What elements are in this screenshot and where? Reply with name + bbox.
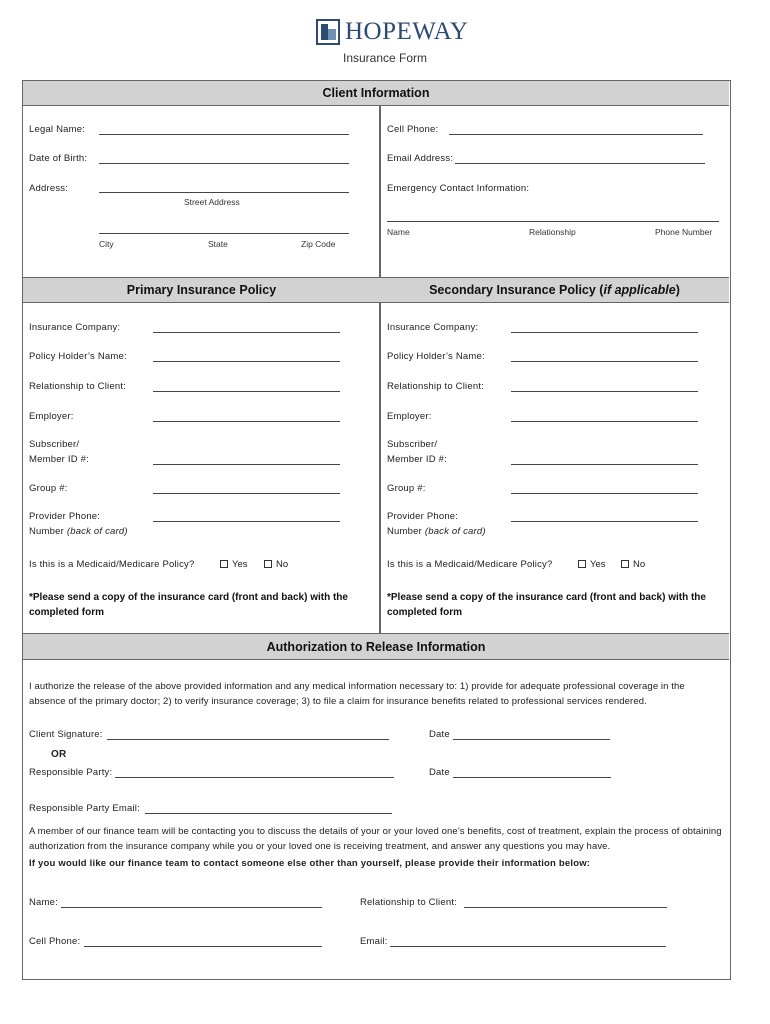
- date-1-field[interactable]: [453, 739, 610, 740]
- primary-back-of-card-note: (back of card): [66, 526, 128, 537]
- contact-note: If you would like our finance team to contact someone else other than yourself, please provide their information below:: [29, 858, 591, 869]
- city-state-zip-field[interactable]: [99, 233, 349, 234]
- primary-medicaid-question: Is this is a Medicaid/Medicare Policy?: [29, 559, 195, 570]
- secondary-employer-label: Employer:: [387, 411, 432, 422]
- authorization-heading-text: Authorization to Release Information: [266, 639, 486, 654]
- primary-relationship-field[interactable]: [153, 391, 340, 392]
- emergency-contact-field[interactable]: [387, 221, 719, 222]
- primary-card-note: *Please send a copy of the insurance card (front and back) with the completed form: [29, 592, 348, 618]
- primary-relationship-label: Relationship to Client:: [29, 381, 127, 392]
- page-header: [0, 16, 770, 68]
- primary-provider-label: Provider Phone:: [29, 511, 101, 522]
- contact-cell-phone-field[interactable]: [84, 946, 322, 947]
- street-address-caption: Street Address: [184, 197, 240, 207]
- legal-name-label: Legal Name:: [29, 124, 86, 135]
- contact-email-field[interactable]: [390, 946, 666, 947]
- secondary-provider-number-label: [387, 526, 486, 537]
- client-info-heading-text: Client Information: [322, 86, 430, 100]
- client-signature-label: Client Signature:: [29, 729, 103, 740]
- secondary-holder-label: Policy Holder’s Name:: [387, 351, 485, 362]
- secondary-holder-field[interactable]: [511, 361, 698, 362]
- primary-no-label: No: [276, 559, 289, 570]
- secondary-medicaid-question: Is this is a Medicaid/Medicare Policy?: [387, 559, 553, 570]
- state-caption: State: [208, 239, 228, 249]
- insurance-form: [22, 80, 731, 980]
- secondary-number-text: Number: [387, 526, 422, 537]
- secondary-insurance-heading: [380, 277, 729, 303]
- ec-phone-caption: Phone Number: [655, 227, 713, 237]
- finance-team-text: A member of our finance team will be contacting you to discuss the details of your or your loved one’s benefits, cost of treatment, explain the process of obtaining authorization from the insurance company while you or your loved one is receiving treatment, and answer any questions you may have.: [29, 826, 722, 852]
- secondary-group-label: Group #:: [387, 483, 426, 494]
- cell-phone-field[interactable]: [449, 134, 703, 135]
- contact-cell-phone-label: Cell Phone:: [29, 936, 81, 947]
- secondary-back-of-card-note: (back of card): [424, 526, 486, 537]
- legal-name-field[interactable]: [99, 134, 349, 135]
- responsible-email-field[interactable]: [145, 813, 392, 814]
- contact-relationship-field[interactable]: [464, 907, 667, 908]
- secondary-company-field[interactable]: [511, 332, 698, 333]
- hopeway-logo-icon: [316, 19, 340, 45]
- city-caption: City: [99, 239, 114, 249]
- primary-employer-field[interactable]: [153, 421, 340, 422]
- contact-name-field[interactable]: [61, 907, 322, 908]
- address-label: Address:: [29, 183, 69, 194]
- secondary-heading-emphasis: if applicable: [603, 283, 676, 297]
- primary-insurance-heading-text: Primary Insurance Policy: [126, 283, 277, 297]
- client-signature-field[interactable]: [107, 739, 389, 740]
- primary-holder-label: Policy Holder’s Name:: [29, 351, 127, 362]
- cell-phone-label: Cell Phone:: [387, 124, 439, 135]
- primary-number-text: Number: [29, 526, 64, 537]
- secondary-card-note: *Please send a copy of the insurance card (front and back) with the completed form: [387, 592, 706, 618]
- insurance-divider: [379, 303, 381, 633]
- zip-caption: Zip Code: [301, 239, 336, 249]
- secondary-heading-end: ): [675, 283, 680, 297]
- responsible-email-label: Responsible Party Email:: [29, 803, 140, 814]
- secondary-member-id-label: Member ID #:: [387, 454, 447, 465]
- primary-insurance-heading: [23, 277, 380, 303]
- primary-company-label: Insurance Company:: [29, 322, 121, 333]
- primary-provider-number-label: [29, 526, 128, 537]
- client-divider: [379, 106, 381, 277]
- primary-yes-option[interactable]: [220, 559, 248, 570]
- dob-field[interactable]: [99, 163, 349, 164]
- date-2-field[interactable]: [453, 777, 611, 778]
- hopeway-logo: [316, 18, 468, 46]
- secondary-employer-field[interactable]: [511, 421, 698, 422]
- secondary-no-checkbox[interactable]: [621, 560, 629, 568]
- primary-subscriber-label: Subscriber/: [29, 439, 80, 450]
- primary-no-option[interactable]: [264, 559, 288, 570]
- primary-yes-label: Yes: [232, 559, 248, 570]
- form-title: Insurance Form: [342, 51, 428, 65]
- secondary-relationship-label: Relationship to Client:: [387, 381, 485, 392]
- primary-provider-field[interactable]: [153, 521, 340, 522]
- primary-no-checkbox[interactable]: [264, 560, 272, 568]
- emergency-contact-label: Emergency Contact Information:: [387, 183, 530, 194]
- primary-group-field[interactable]: [153, 493, 340, 494]
- email-field[interactable]: [455, 163, 705, 164]
- primary-member-id-label: Member ID #:: [29, 454, 89, 465]
- responsible-party-label: Responsible Party:: [29, 767, 113, 778]
- authorization-heading: [23, 633, 729, 660]
- secondary-no-option[interactable]: [621, 559, 645, 570]
- secondary-provider-label: Provider Phone:: [387, 511, 459, 522]
- primary-yes-checkbox[interactable]: [220, 560, 228, 568]
- responsible-party-field[interactable]: [115, 777, 394, 778]
- authorization-statement: I authorize the release of the above provided information and any medical information necessary to: 1) provide for adequate professional coverage in the absence of the primary doctor; 2) to verify insurance coverage; 3) to file a claim for insurance benefits related to professional services rendered.: [29, 681, 685, 707]
- primary-member-id-field[interactable]: [153, 464, 340, 465]
- secondary-no-label: No: [633, 559, 646, 570]
- primary-company-field[interactable]: [153, 332, 340, 333]
- primary-group-label: Group #:: [29, 483, 68, 494]
- primary-holder-field[interactable]: [153, 361, 340, 362]
- contact-name-label: Name:: [29, 897, 58, 908]
- secondary-company-label: Insurance Company:: [387, 322, 479, 333]
- or-label: OR: [51, 749, 67, 760]
- secondary-yes-checkbox[interactable]: [578, 560, 586, 568]
- secondary-heading-text: Secondary Insurance Policy (: [429, 283, 604, 297]
- logo-text: HOPEWAY: [345, 18, 469, 45]
- client-info-heading: [23, 81, 729, 106]
- secondary-group-field[interactable]: [511, 493, 698, 494]
- email-label: Email Address:: [387, 153, 454, 164]
- secondary-relationship-field[interactable]: [511, 391, 698, 392]
- date-1-label: Date: [429, 729, 450, 740]
- secondary-member-id-field[interactable]: [511, 464, 698, 465]
- date-2-label: Date: [429, 767, 450, 778]
- contact-relationship-label: Relationship to Client:: [360, 897, 458, 908]
- primary-employer-label: Employer:: [29, 411, 74, 422]
- secondary-subscriber-label: Subscriber/: [387, 439, 438, 450]
- secondary-yes-option[interactable]: [578, 559, 606, 570]
- secondary-provider-field[interactable]: [511, 521, 698, 522]
- dob-label: Date of Birth:: [29, 153, 88, 164]
- contact-email-label: Email:: [360, 936, 388, 947]
- ec-name-caption: Name: [387, 227, 410, 237]
- ec-relationship-caption: Relationship: [529, 227, 576, 237]
- street-address-field[interactable]: [99, 192, 349, 193]
- secondary-yes-label: Yes: [590, 559, 606, 570]
